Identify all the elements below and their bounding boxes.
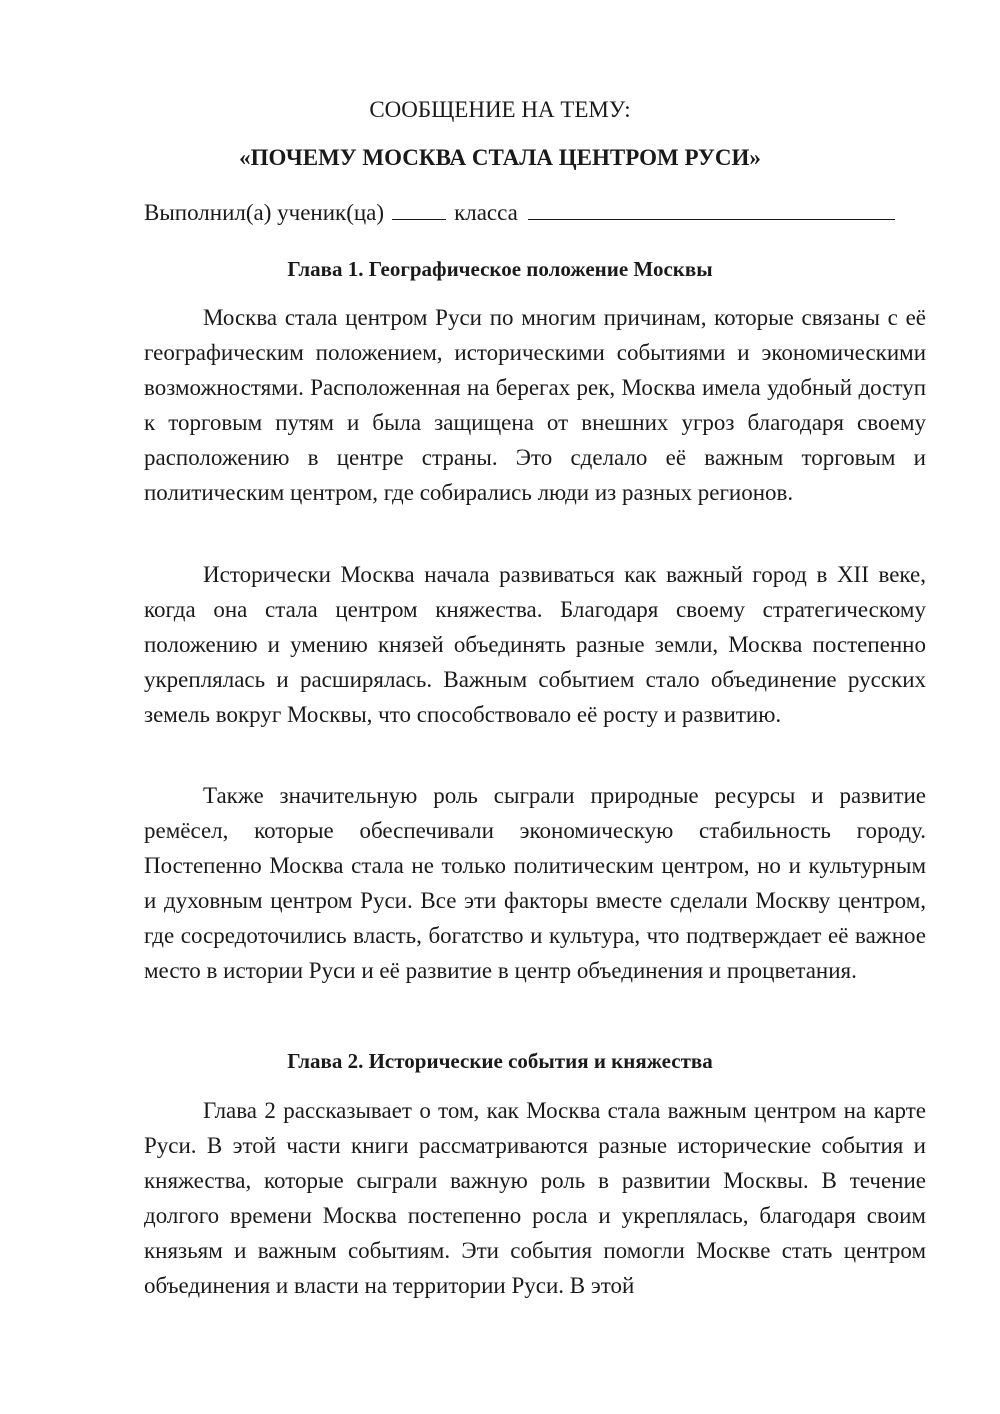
chapter-1-paragraph-1: Москва стала центром Руси по многим причинам, которые связаны с её географическим положением, историческими событиями и экономическими возможностями. Расположенная на берегах рек, Москва имела удобный доступ к торговым путям и была защищена от внешних угроз благодаря своему расположению в центре страны. Это сделало её важным торговым и политическим центром, где собирались люди из разных регионов. [144, 305, 926, 505]
chapter-2-paragraph-1: Глава 2 рассказывает о том, как Москва стала важным центром на карте Руси. В этой части книги рассматриваются разные исторические события и княжества, которые сыграли важную роль в развитии Москвы. В течение долгого времени Москва постепенно росла и укреплялась, благодаря своим князьям и важным событиям. Эти события помогли Москве стать центром объединения и власти на территории Руси. В этой [144, 1098, 926, 1298]
author-line [144, 198, 924, 228]
chapter-2-heading: Глава 2. Исторические события и княжества [287, 1049, 713, 1073]
chapter-1-heading: Глава 1. Географическое положение Москвы [287, 257, 713, 281]
chapter-1-paragraph-3: Также значительную роль сыграли природные ресурсы и развитие ремёсел, которые обеспечивали экономическую стабильность городу. Постепенно Москва стала не только политическим центром, но и культурным и духовным центром Руси. Все эти факторы вместе сделали Москву центром, где сосредоточились власть, богатство и культура, что подтверждает её важное место в истории Руси и её развитие в центр объединения и процветания. [144, 783, 926, 983]
author-prefix: Выполнил(а) ученик(ца) [144, 200, 385, 225]
class-number-blank [392, 199, 446, 220]
document-title-line-2: «ПОЧЕМУ МОСКВА СТАЛА ЦЕНТРОМ РУСИ» [239, 145, 761, 170]
chapter-1-paragraph-2: Исторически Москва начала развиваться как важный город в XII веке, когда она стала центром княжества. Благодаря своему стратегическому положению и умению князей объединять разные земли, Москва постепенно укреплялась и расширялась. Важным событием стало объединение русских земель вокруг Москвы, что способствовало её росту и развитию. [144, 562, 926, 727]
author-name-blank [528, 199, 895, 220]
class-label: класса [454, 200, 518, 225]
document-title-line-1: СООБЩЕНИЕ НА ТЕМУ: [369, 97, 631, 122]
